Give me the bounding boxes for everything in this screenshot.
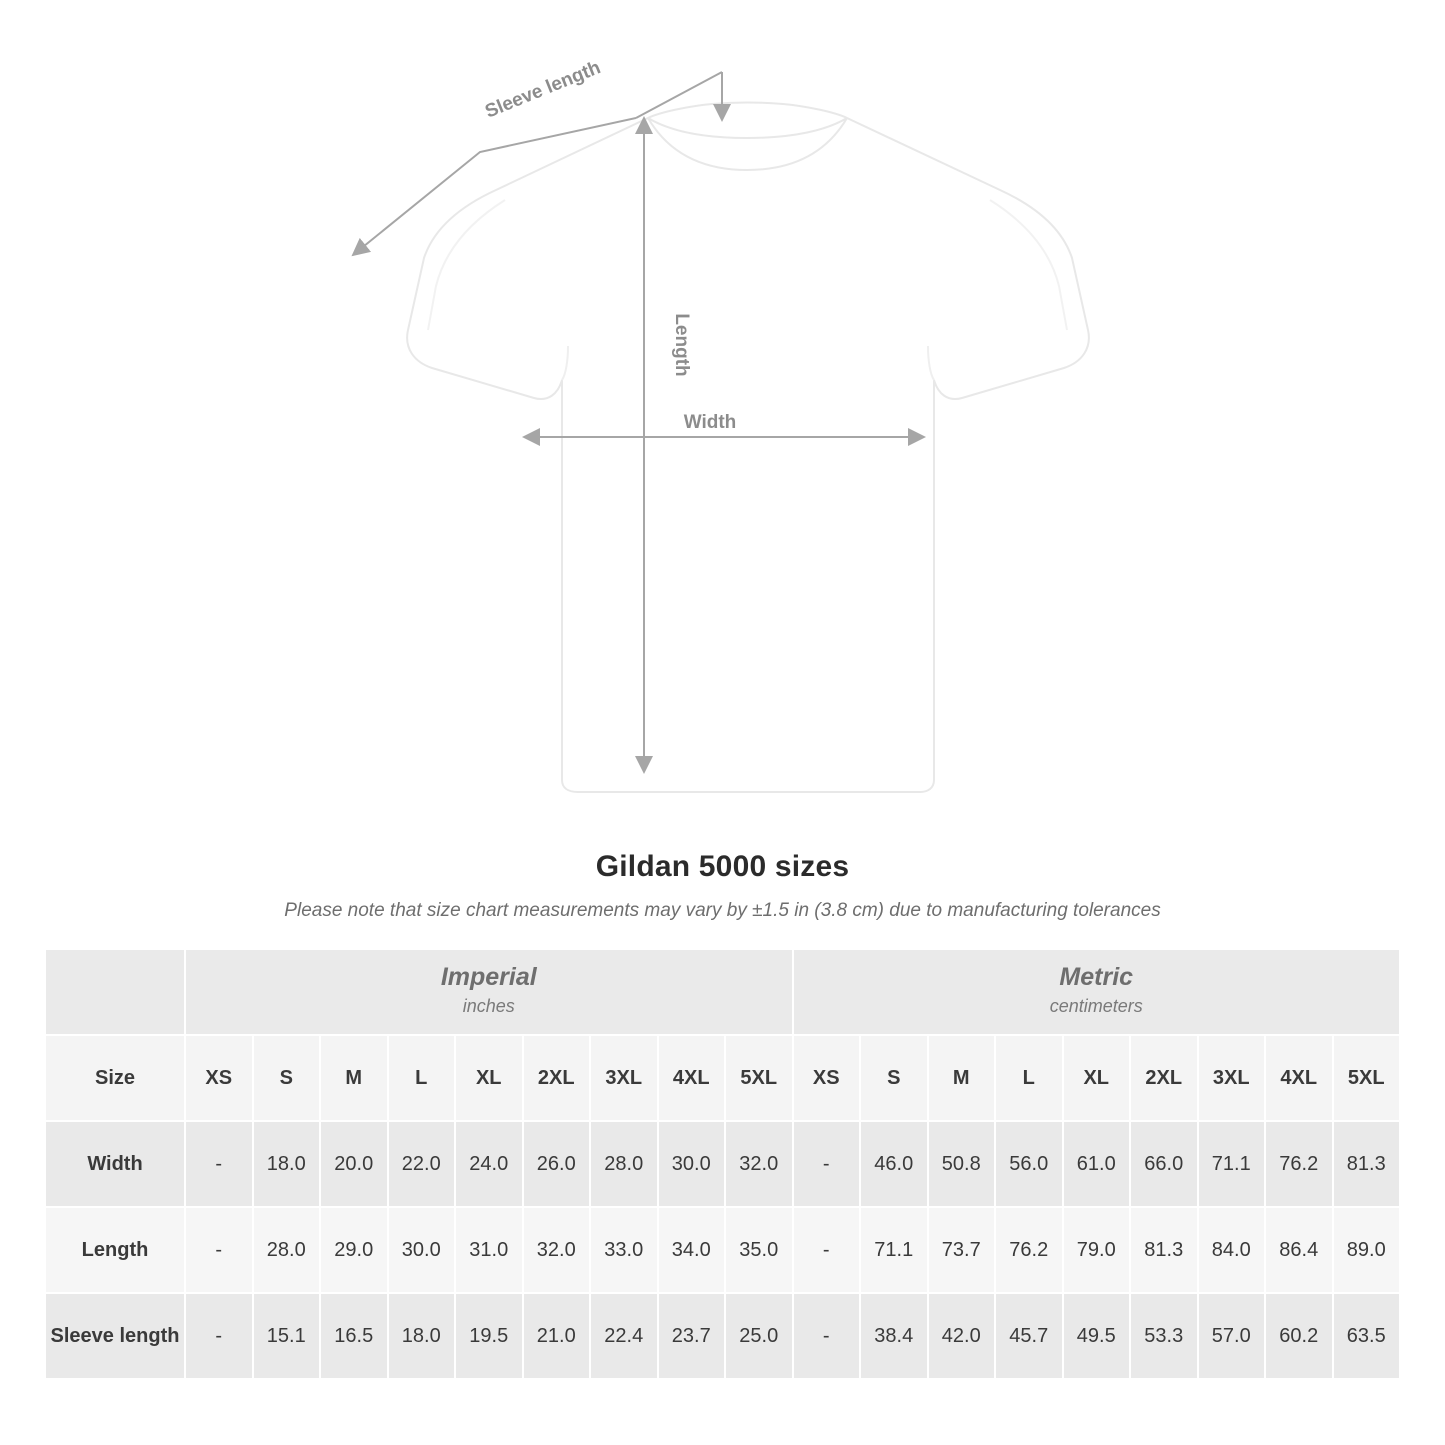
- cell-sleeve-imperial-5xl: 25.0: [725, 1293, 793, 1379]
- cell-sleeve-imperial-4xl: 23.7: [658, 1293, 726, 1379]
- cell-length-metric-s: 71.1: [860, 1207, 928, 1293]
- cell-sleeve-metric-l: 45.7: [995, 1293, 1063, 1379]
- size-header-row: [45, 1035, 1400, 1121]
- cell-sleeve-imperial-m: 16.5: [320, 1293, 388, 1379]
- cell-length-metric-3xl: 84.0: [1198, 1207, 1266, 1293]
- row-label-sleeve-length: Sleeve length: [45, 1293, 185, 1379]
- cell-width-metric-l: 56.0: [995, 1121, 1063, 1207]
- tshirt-shape: [407, 103, 1089, 793]
- unit-group-imperial-name: Imperial: [440, 963, 537, 992]
- cell-width-metric-xs: -: [793, 1121, 861, 1207]
- cell-length-imperial-m: 29.0: [320, 1207, 388, 1293]
- cell-sleeve-imperial-l: 18.0: [388, 1293, 456, 1379]
- cell-sleeve-imperial-xs: -: [185, 1293, 253, 1379]
- cell-width-imperial-s: 18.0: [253, 1121, 321, 1207]
- size-table: [44, 948, 1401, 1380]
- unit-group-imperial: [185, 949, 793, 1035]
- cell-width-metric-xl: 61.0: [1063, 1121, 1131, 1207]
- size-col-metric-5xl: 5XL: [1333, 1035, 1401, 1121]
- cell-width-imperial-3xl: 28.0: [590, 1121, 658, 1207]
- cell-width-imperial-4xl: 30.0: [658, 1121, 726, 1207]
- sleeve-length-label: Sleeve length: [482, 57, 604, 123]
- size-col-imperial-2xl: 2XL: [523, 1035, 591, 1121]
- size-col-metric-xl: XL: [1063, 1035, 1131, 1121]
- size-header-label: Size: [45, 1035, 185, 1121]
- unit-group-metric-sub: centimeters: [1049, 995, 1143, 1016]
- chart-title: Gildan 5000 sizes: [595, 850, 850, 883]
- cell-sleeve-imperial-s: 15.1: [253, 1293, 321, 1379]
- cell-length-metric-xl: 79.0: [1063, 1207, 1131, 1293]
- length-label: Length: [671, 313, 692, 377]
- cell-width-metric-2xl: 66.0: [1130, 1121, 1198, 1207]
- size-col-metric-m: M: [928, 1035, 996, 1121]
- cell-length-imperial-2xl: 32.0: [523, 1207, 591, 1293]
- size-col-metric-3xl: 3XL: [1198, 1035, 1266, 1121]
- width-label: Width: [683, 412, 737, 433]
- title-block: [0, 850, 1445, 922]
- cell-width-imperial-m: 20.0: [320, 1121, 388, 1207]
- table-row: [45, 1207, 1400, 1293]
- cell-length-metric-5xl: 89.0: [1333, 1207, 1401, 1293]
- cell-length-metric-xs: -: [793, 1207, 861, 1293]
- size-table-wrap: [44, 948, 1401, 1380]
- row-label-length: Length: [45, 1207, 185, 1293]
- size-col-metric-l: L: [995, 1035, 1063, 1121]
- cell-sleeve-metric-3xl: 57.0: [1198, 1293, 1266, 1379]
- cell-sleeve-metric-xl: 49.5: [1063, 1293, 1131, 1379]
- cell-length-metric-2xl: 81.3: [1130, 1207, 1198, 1293]
- cell-length-imperial-xs: -: [185, 1207, 253, 1293]
- size-col-imperial-l: L: [388, 1035, 456, 1121]
- chart-subtitle: Please note that size chart measurements may vary by ±1.5 in (3.8 cm) due to manufacturing tolerances: [284, 900, 1161, 921]
- row-label-width: Width: [45, 1121, 185, 1207]
- cell-width-imperial-5xl: 32.0: [725, 1121, 793, 1207]
- cell-length-metric-4xl: 86.4: [1265, 1207, 1333, 1293]
- size-col-metric-s: S: [860, 1035, 928, 1121]
- cell-sleeve-imperial-3xl: 22.4: [590, 1293, 658, 1379]
- cell-width-metric-m: 50.8: [928, 1121, 996, 1207]
- cell-length-metric-l: 76.2: [995, 1207, 1063, 1293]
- size-col-metric-4xl: 4XL: [1265, 1035, 1333, 1121]
- cell-width-metric-3xl: 71.1: [1198, 1121, 1266, 1207]
- cell-length-imperial-l: 30.0: [388, 1207, 456, 1293]
- cell-length-imperial-5xl: 35.0: [725, 1207, 793, 1293]
- cell-width-metric-5xl: 81.3: [1333, 1121, 1401, 1207]
- size-col-imperial-xl: XL: [455, 1035, 523, 1121]
- size-col-imperial-xs: XS: [185, 1035, 253, 1121]
- cell-sleeve-metric-xs: -: [793, 1293, 861, 1379]
- cell-length-imperial-4xl: 34.0: [658, 1207, 726, 1293]
- size-col-imperial-3xl: 3XL: [590, 1035, 658, 1121]
- size-col-imperial-5xl: 5XL: [725, 1035, 793, 1121]
- unit-group-metric-name: Metric: [1059, 963, 1134, 992]
- cell-length-metric-m: 73.7: [928, 1207, 996, 1293]
- size-col-metric-xs: XS: [793, 1035, 861, 1121]
- unit-group-metric: [793, 949, 1401, 1035]
- size-col-metric-2xl: 2XL: [1130, 1035, 1198, 1121]
- cell-sleeve-metric-m: 42.0: [928, 1293, 996, 1379]
- size-col-imperial-4xl: 4XL: [658, 1035, 726, 1121]
- cell-sleeve-metric-4xl: 60.2: [1265, 1293, 1333, 1379]
- cell-sleeve-metric-2xl: 53.3: [1130, 1293, 1198, 1379]
- cell-length-imperial-3xl: 33.0: [590, 1207, 658, 1293]
- cell-width-imperial-xs: -: [185, 1121, 253, 1207]
- cell-width-imperial-2xl: 26.0: [523, 1121, 591, 1207]
- table-row: [45, 1293, 1400, 1379]
- cell-length-imperial-xl: 31.0: [455, 1207, 523, 1293]
- cell-sleeve-imperial-xl: 19.5: [455, 1293, 523, 1379]
- size-col-imperial-m: M: [320, 1035, 388, 1121]
- unit-head-spacer: [45, 949, 185, 1035]
- cell-length-imperial-s: 28.0: [253, 1207, 321, 1293]
- cell-sleeve-metric-s: 38.4: [860, 1293, 928, 1379]
- unit-group-imperial-sub: inches: [462, 995, 515, 1016]
- size-col-imperial-s: S: [253, 1035, 321, 1121]
- cell-width-metric-4xl: 76.2: [1265, 1121, 1333, 1207]
- cell-sleeve-imperial-2xl: 21.0: [523, 1293, 591, 1379]
- cell-sleeve-metric-5xl: 63.5: [1333, 1293, 1401, 1379]
- cell-width-imperial-xl: 24.0: [455, 1121, 523, 1207]
- cell-width-metric-s: 46.0: [860, 1121, 928, 1207]
- unit-group-row: [45, 949, 1400, 1035]
- cell-width-imperial-l: 22.0: [388, 1121, 456, 1207]
- table-row: [45, 1121, 1400, 1207]
